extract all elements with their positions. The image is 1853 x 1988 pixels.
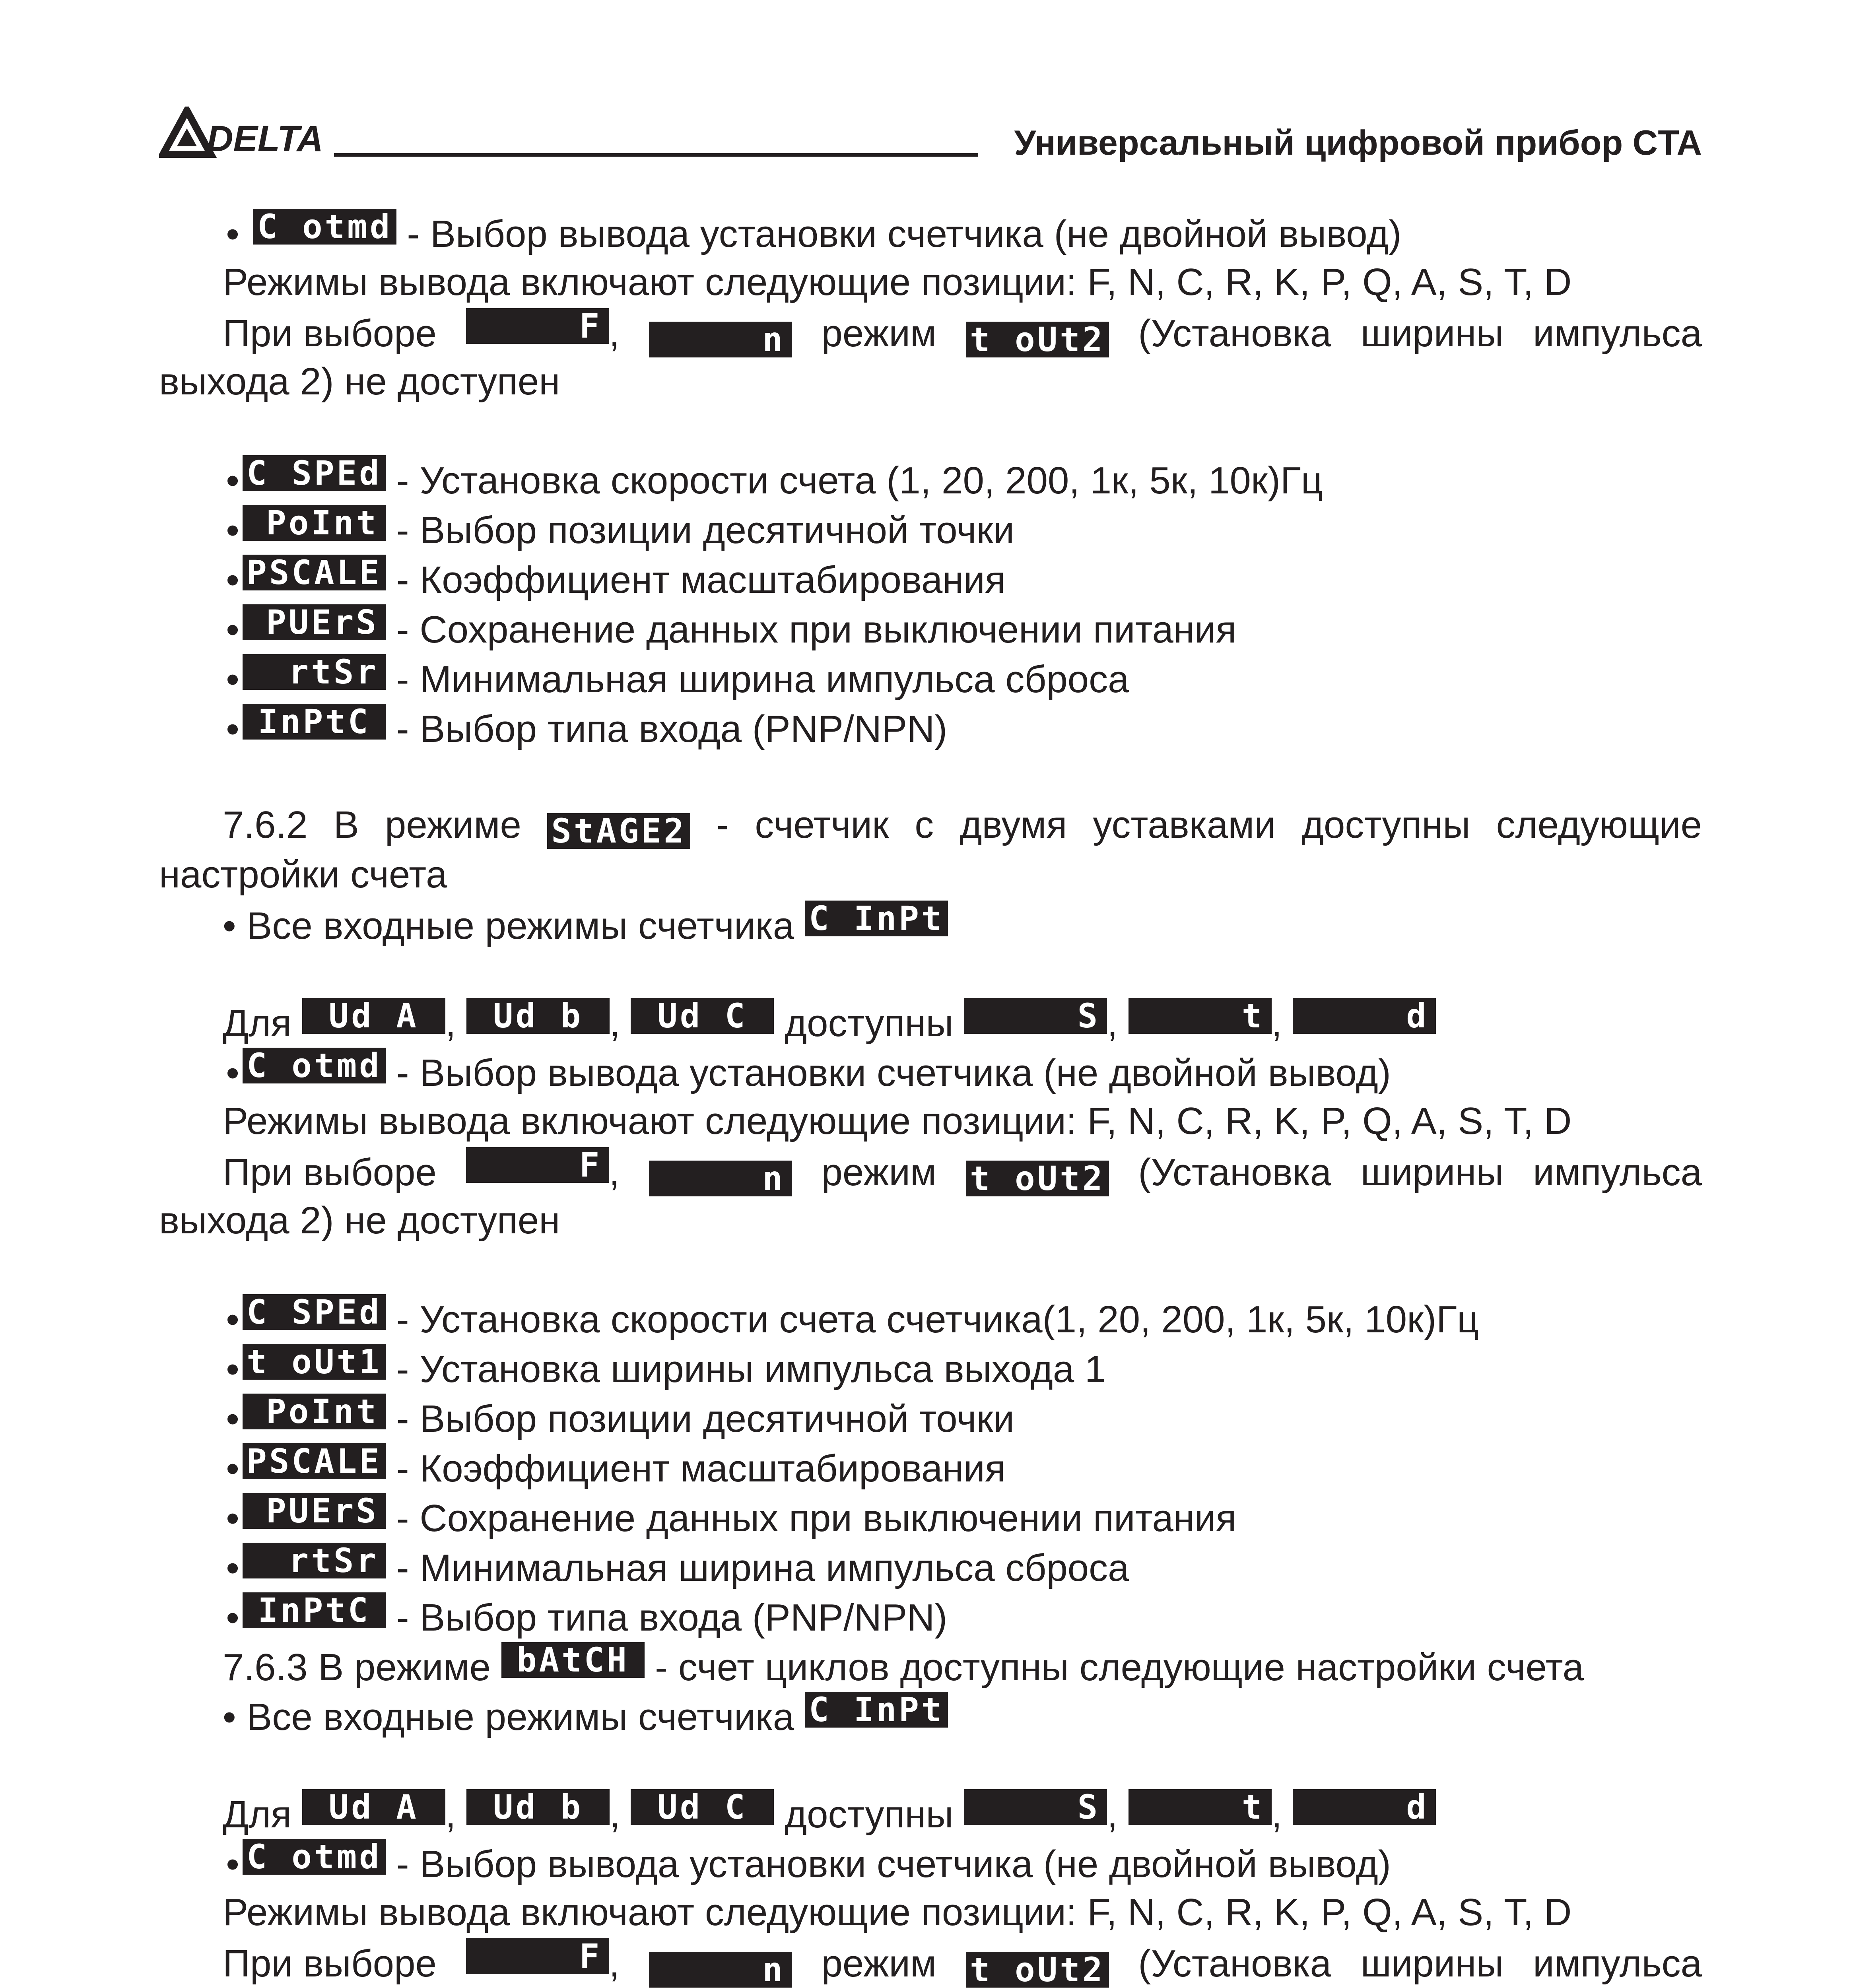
section-number: 7.6.3 В режиме (223, 1646, 491, 1689)
text: с (915, 804, 934, 846)
text: двумя (960, 804, 1067, 846)
lcd-display: StAGE2 (547, 813, 690, 849)
lcd-display: d (1293, 1789, 1436, 1825)
s2-heading (223, 801, 1702, 849)
lcd-display: t oUt2 (966, 1952, 1109, 1988)
text: (Установка (1138, 312, 1332, 355)
list-item: • PSCALE - Коэффициент масштабирования (226, 1443, 1006, 1490)
item-desc: - Коэффициент масштабирования (396, 559, 1006, 601)
text: (Установка (1138, 1151, 1332, 1194)
text: - (716, 804, 729, 846)
lcd-display: C InPt (805, 901, 948, 936)
lcd-display: Ud A (302, 998, 445, 1034)
text: доступны (785, 1002, 954, 1044)
s1-modes-line: Режимы вывода включают следующие позиции: F, N, C, R, K, P, Q, A, S, T, D (223, 261, 1572, 303)
text: При выборе (223, 1151, 437, 1194)
list-item: • C SPEd - Установка скорости счета (1, 20, 200, 1к, 5к, 10к)Гц (226, 455, 1323, 502)
list-item: • C SPEd - Установка скорости счета счетчика(1, 20, 200, 1к, 5к, 10к)Гц (226, 1294, 1479, 1341)
s3-for-line: Для Ud A , Ud b , Ud C доступны S , t , d (223, 1789, 1436, 1839)
s2-choose-line: При выборе F , n режим t oUt2 (Установка ширины импульса (223, 1147, 1702, 1196)
lcd-display: PUErS (243, 1493, 386, 1529)
lcd-display: C otmd (253, 209, 396, 245)
item-desc: - Выбор позиции десятичной точки (396, 1398, 1015, 1440)
text: Для (223, 1793, 292, 1836)
text: Для (223, 1002, 292, 1044)
item-desc: - Сохранение данных при выключении питания (396, 608, 1237, 651)
item-desc: - Выбор вывода установки счетчика (не двойной вывод) (407, 213, 1402, 255)
lcd-display: d (1293, 998, 1436, 1034)
text: режим (821, 1151, 937, 1194)
text: доступны (1301, 804, 1470, 846)
lcd-display: F (466, 1147, 609, 1183)
lcd-display: C otmd (243, 1048, 386, 1083)
delta-logo (159, 107, 326, 162)
lcd-display: t oUt1 (243, 1344, 386, 1380)
lcd-display: PSCALE (243, 555, 386, 590)
text: ширины (1360, 1151, 1504, 1194)
lcd-display: F (466, 1938, 609, 1974)
lcd-display: C SPEd (243, 455, 386, 491)
s3-cotmd-line: • C otmd - Выбор вывода установки счетчика (не двойной вывод) (226, 1839, 1391, 1885)
s3-all-inputs-line (223, 1692, 948, 1741)
header-title: Универсальный цифровой прибор CTA (1014, 123, 1702, 162)
s1-choose-line2: выхода 2) не доступен (159, 360, 560, 403)
lcd-display: n (649, 1952, 792, 1988)
lcd-display: PSCALE (243, 1443, 386, 1479)
list-item: • PUErS - Сохранение данных при выключении питания (226, 604, 1237, 651)
lcd-display: PoInt (243, 1394, 386, 1429)
text: уставками (1093, 804, 1276, 846)
text: При выборе (223, 1942, 437, 1985)
lcd-display: rtSr (243, 1543, 386, 1578)
text: следующие (1496, 804, 1702, 846)
lcd-display: PUErS (243, 604, 386, 640)
list-item: • InPtC - Выбор типа входа (PNP/NPN) (226, 1592, 948, 1639)
list-item: • InPtC - Выбор типа входа (PNP/NPN) (226, 704, 948, 750)
text: • Все входные режимы счетчика (223, 1696, 794, 1738)
s1-cotmd-line: • C otmd - Выбор вывода установки счетчика (не двойной вывод) (226, 209, 1402, 255)
text: режим (821, 312, 937, 355)
s2-all-inputs-line (223, 901, 948, 950)
text: импульса (1533, 1942, 1702, 1985)
lcd-display: Ud A (302, 1789, 445, 1825)
header-rule (334, 153, 978, 157)
text: импульса (1533, 312, 1702, 355)
s3-choose-line: При выборе F , n режим t oUt2 (Установка ширины импульса (223, 1938, 1702, 1988)
list-item: • PUErS - Сохранение данных при выключении питания (226, 1493, 1237, 1540)
delta-brand-text: DELTA (207, 118, 323, 159)
list-item: • PoInt - Выбор позиции десятичной точки (226, 1394, 1015, 1440)
text: ширины (1360, 1942, 1504, 1985)
section-number: 7.6.2 (223, 804, 308, 846)
lcd-display: S (964, 1789, 1107, 1825)
text: импульса (1533, 1151, 1702, 1194)
text: режиме (385, 804, 521, 846)
item-desc: - Установка ширины импульса выхода 1 (396, 1348, 1106, 1390)
item-desc: - Сохранение данных при выключении питания (396, 1497, 1237, 1540)
item-desc: - Коэффициент масштабирования (396, 1447, 1006, 1490)
lcd-display: InPtC (243, 704, 386, 740)
lcd-display: t (1129, 998, 1272, 1034)
text: В (333, 804, 359, 846)
text: режим (821, 1942, 937, 1985)
item-desc: - Выбор позиции десятичной точки (396, 509, 1015, 551)
lcd-display: t oUt2 (966, 322, 1109, 357)
lcd-display: bAtCH (501, 1642, 645, 1678)
s2-choose-line2: выхода 2) не доступен (159, 1199, 560, 1242)
lcd-display: Ud b (466, 998, 610, 1034)
lcd-display: PoInt (243, 505, 386, 541)
item-desc: - Выбор типа входа (PNP/NPN) (396, 1596, 948, 1639)
lcd-display: t (1129, 1789, 1272, 1825)
lcd-display: rtSr (243, 654, 386, 690)
item-desc: - Выбор вывода установки счетчика (не двойной вывод) (396, 1052, 1391, 1094)
item-desc: - Выбор типа входа (PNP/NPN) (396, 708, 948, 750)
lcd-display: Ud C (631, 1789, 774, 1825)
item-desc: - Минимальная ширина импульса сброса (396, 658, 1129, 701)
list-item: • rtSr - Минимальная ширина импульса сброса (226, 1543, 1129, 1589)
lcd-display: C InPt (805, 1692, 948, 1728)
lcd-display: Ud C (631, 998, 774, 1034)
text: - счет циклов доступны следующие настройки счета (655, 1646, 1584, 1689)
lcd-display: t oUt2 (966, 1161, 1109, 1196)
lcd-display: S (964, 998, 1107, 1034)
s2-for-line: Для Ud A , Ud b , Ud C доступны S , t , d (223, 998, 1436, 1047)
list-item: • PoInt - Выбор позиции десятичной точки (226, 505, 1015, 551)
item-desc: - Минимальная ширина импульса сброса (396, 1547, 1129, 1589)
lcd-display: C otmd (243, 1839, 386, 1875)
text: ширины (1360, 312, 1504, 355)
list-item: • rtSr - Минимальная ширина импульса сброса (226, 654, 1129, 701)
lcd-display: InPtC (243, 1592, 386, 1628)
lcd-display: n (649, 322, 792, 357)
lcd-display: F (466, 308, 609, 344)
text: (Установка (1138, 1942, 1332, 1985)
text: счетчик (755, 804, 889, 846)
lcd-display: Ud b (466, 1789, 610, 1825)
item-desc: - Выбор вывода установки счетчика (не двойной вывод) (396, 1843, 1391, 1885)
text: • Все входные режимы счетчика (223, 905, 794, 947)
list-item: • PSCALE - Коэффициент масштабирования (226, 555, 1006, 601)
list-item: • t oUt1 - Установка ширины импульса выхода 1 (226, 1344, 1106, 1390)
s2-heading-line2: настройки счета (159, 853, 447, 896)
lcd-display: n (649, 1161, 792, 1196)
item-desc: - Установка скорости счета счетчика(1, 20, 200, 1к, 5к, 10к)Гц (396, 1298, 1479, 1341)
item-desc: - Установка скорости счета (1, 20, 200, 1к, 5к, 10к)Гц (396, 459, 1323, 502)
s2-cotmd-line: • C otmd - Выбор вывода установки счетчика (не двойной вывод) (226, 1048, 1391, 1094)
s3-modes-line: Режимы вывода включают следующие позиции: F, N, C, R, K, P, Q, A, S, T, D (223, 1891, 1572, 1934)
s1-choose-line: При выборе F , n режим t oUt2 (Установка ширины импульса (223, 308, 1702, 357)
text: При выборе (223, 312, 437, 355)
text: доступны (785, 1793, 954, 1836)
s2-modes-line: Режимы вывода включают следующие позиции: F, N, C, R, K, P, Q, A, S, T, D (223, 1100, 1572, 1142)
s3-heading (223, 1642, 1584, 1691)
lcd-display: C SPEd (243, 1294, 386, 1330)
